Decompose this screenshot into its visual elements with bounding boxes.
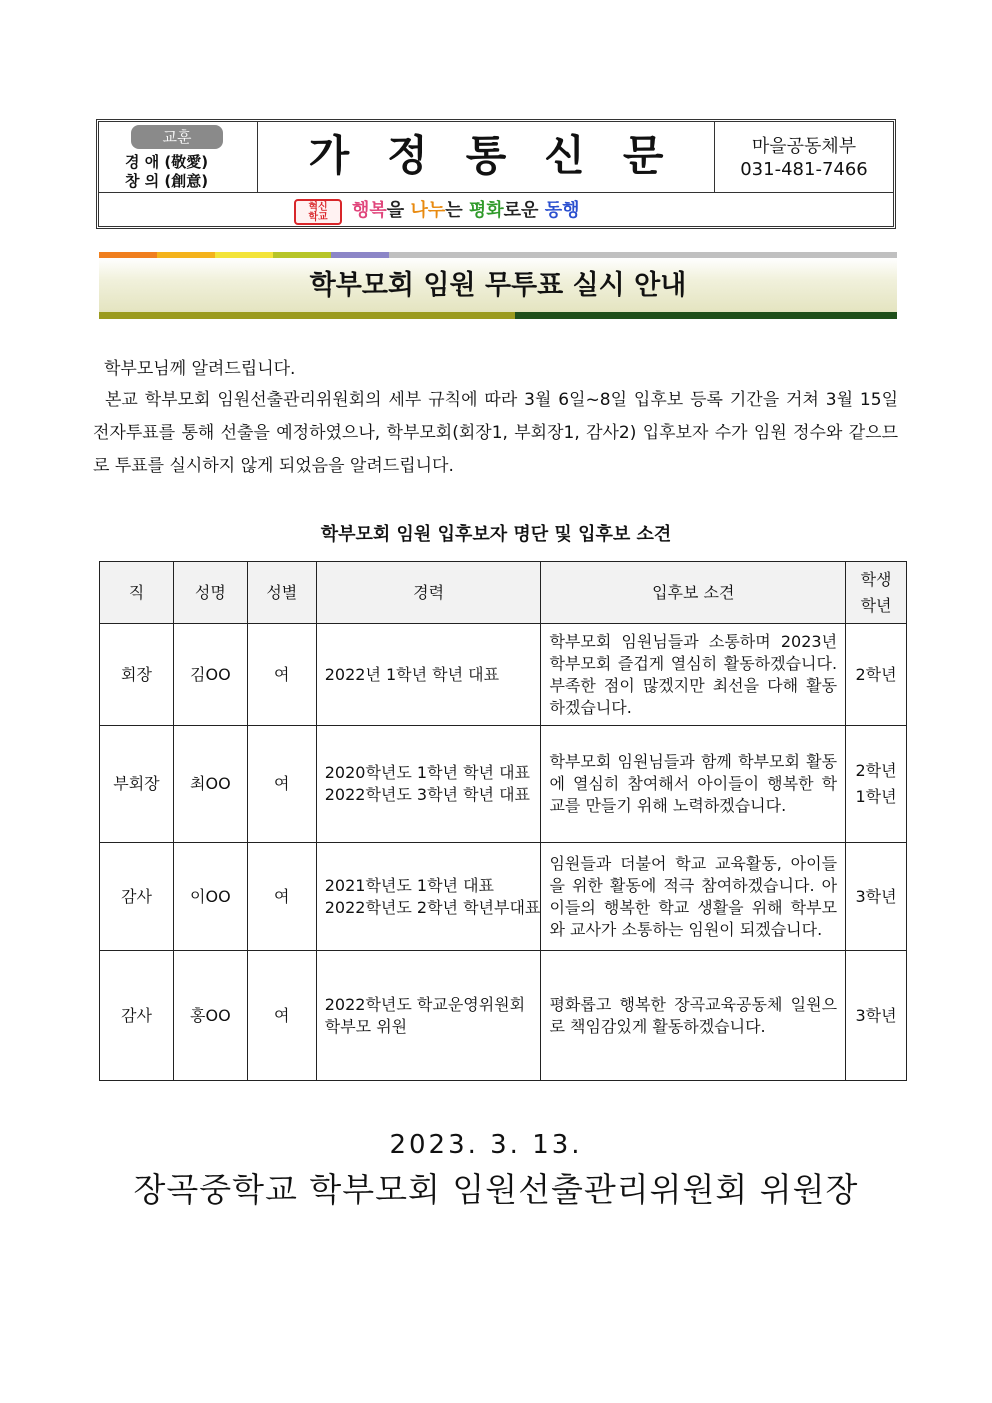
grade-header-line: 학년 (860, 595, 892, 615)
logo-text-2: 학교 (308, 212, 328, 223)
cell-career (316, 843, 541, 951)
cell-gender: 여 (247, 951, 316, 1081)
slogan-text (352, 199, 579, 223)
department-info (715, 122, 893, 193)
greeting: 학부모님께 알려드립니다. (104, 359, 296, 379)
cell-statement: 학부모회 임원님들과 함께 학부모회 활동에 열심히 참여해서 아이들이 행복한 학교를 만들기 위해 노력하겠습니다. (541, 726, 846, 843)
grade-header-line: 학생 (860, 569, 892, 589)
signer: 장곡중학교 학부모회 임원선출관리위원회 위원장 (133, 1170, 859, 1209)
career-line: 2020학년도 1학년 학년 대표 (324, 763, 530, 782)
cell-statement: 평화롭고 행복한 장곡교육공동체 일원으로 책임감있게 활동하겠습니다. (541, 951, 846, 1081)
motto-line-2: 창 의 (創意) (125, 172, 209, 190)
cell-position: 감사 (100, 951, 174, 1081)
cell-gender: 여 (247, 726, 316, 843)
cell-grade (846, 726, 907, 843)
newsletter-header (96, 119, 896, 229)
cell-position: 감사 (100, 843, 174, 951)
cell-gender: 여 (247, 624, 316, 726)
title-cell (258, 122, 715, 193)
cell-gender: 여 (247, 843, 316, 951)
table-row (100, 951, 907, 1081)
career-line: 2022학년도 3학년 학년 대표 (324, 785, 530, 804)
banner-bar-right (515, 312, 897, 319)
cell-career (316, 624, 541, 726)
motto-badge: 교훈 (131, 125, 223, 149)
notice-title: 학부모회 임원 무투표 실시 안내 (309, 270, 687, 301)
col-header-grade (846, 562, 907, 624)
grade-line: 1학년 (855, 787, 897, 806)
header-top-row (99, 122, 893, 193)
school-slogan (99, 194, 893, 228)
table-row (100, 726, 907, 843)
slogan-part: 행복 (352, 200, 387, 221)
slogan-part: 평화 (468, 200, 504, 221)
cell-name: 최OO (173, 726, 247, 843)
cell-grade (846, 843, 907, 951)
col-header-gender: 성별 (247, 562, 316, 624)
newsletter-title: 가정통신문 (308, 131, 702, 180)
motto-line-1: 경 애 (敬愛) (125, 153, 209, 171)
career-line: 2022학년도 2학년 학년부대표 (324, 897, 541, 917)
table-header-row (100, 562, 907, 624)
cell-position: 회장 (100, 624, 174, 726)
candidate-table (99, 561, 907, 1081)
career-line: 2021학년도 1학년 대표 (324, 875, 494, 895)
cell-name: 이OO (173, 843, 247, 951)
col-header-statement: 입후보 소견 (541, 562, 846, 624)
cell-statement: 임원들과 더불어 학교 교육활동, 아이들을 위한 활동에 적극 참여하겠습니다. 아이들의 행복한 학교 생활을 위해 학부모와 교사가 소통하는 임원이 되겠습니다. (541, 843, 846, 951)
table-row (100, 843, 907, 951)
school-motto (99, 122, 258, 193)
col-header-position: 직 (100, 562, 174, 624)
department-phone: 031-481-7466 (740, 159, 868, 180)
grade-line: 2학년 (855, 664, 897, 684)
cell-name: 김OO (173, 624, 247, 726)
cell-grade (846, 624, 907, 726)
table-caption: 학부모회 임원 입후보자 명단 및 입후보 소견 (320, 524, 672, 545)
cell-career (316, 726, 541, 843)
slogan-part: 을 (386, 200, 411, 221)
cell-grade (846, 951, 907, 1081)
col-header-career: 경력 (316, 562, 541, 624)
cell-position: 부회장 (100, 726, 174, 843)
career-line: 2022년 1학년 학년 대표 (324, 664, 500, 684)
career-line: 학부모 위원 (324, 1016, 408, 1036)
grade-line: 3학년 (855, 1005, 897, 1025)
logo-text-1: 혁신 (308, 202, 328, 213)
table-row (100, 624, 907, 726)
career-line: 2022학년도 학교운영위원회 (324, 994, 526, 1014)
grade-line: 3학년 (855, 886, 897, 906)
slogan-part: 나누 (410, 200, 446, 221)
grade-line: 2학년 (855, 761, 897, 780)
col-header-name: 성명 (173, 562, 247, 624)
department-name: 마을공동체부 (751, 136, 857, 157)
notice-banner (99, 258, 897, 312)
cell-career (316, 951, 541, 1081)
slogan-part: 로운 (503, 200, 545, 221)
slogan-part: 동행 (544, 200, 580, 221)
banner-bottom-bar (99, 312, 897, 319)
slogan-part: 는 (445, 200, 469, 221)
issue-date: 2023. 3. 13. (389, 1130, 583, 1160)
notice-paragraph: 본교 학부모회 임원선출관리위원회의 세부 규칙에 따라 3월 6일~8일 입후보 등록 기간을 거쳐 3월 15일 전자투표를 통해 선출을 예정하였으나, 학부모회(회장1, 부회장1, 감사2) 입후보자 수가 임원 정수와 같으므로 투표를 실시하지 않게 되었음을 알려드립니다. (93, 390, 898, 476)
banner-bar-left (99, 312, 515, 319)
cell-statement: 학부모회 임원님들과 소통하며 2023년 학부모회 즐겁게 열심히 활동하겠습니다. 부족한 점이 많겠지만 최선을 다해 활동하겠습니다. (541, 624, 846, 726)
cell-name: 홍OO (173, 951, 247, 1081)
innovation-school-logo-icon (294, 199, 342, 225)
